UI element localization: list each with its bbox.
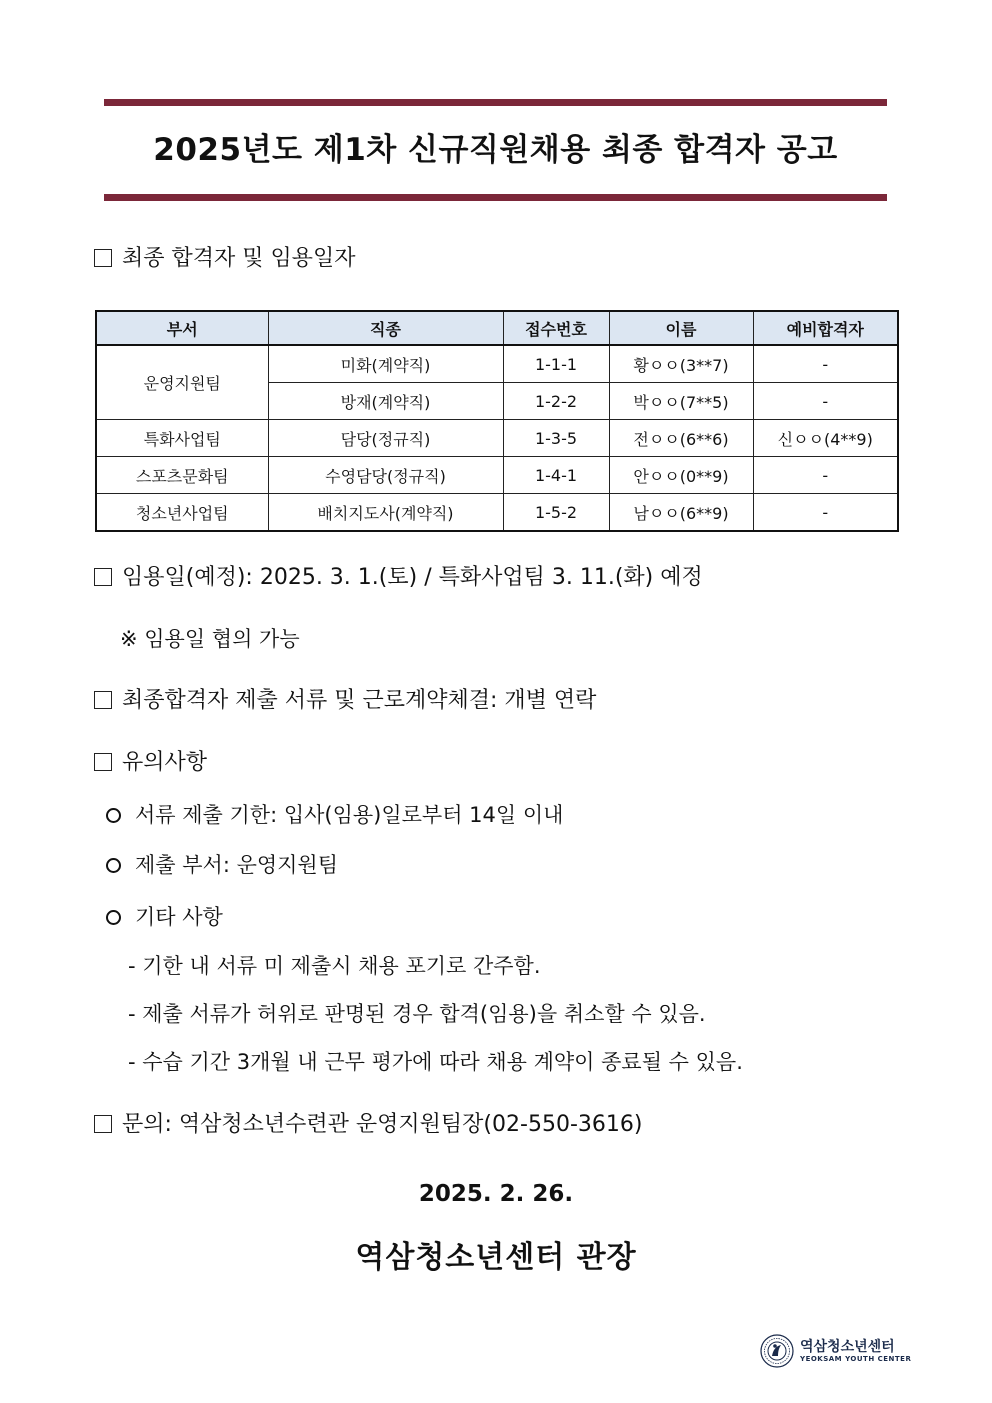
cell-receipt-no: 1-1-1 (503, 345, 609, 383)
header-receipt-no: 접수번호 (503, 311, 609, 345)
header-job: 직종 (268, 311, 503, 345)
notice-detail: - 제출 서류가 허위로 판명된 경우 합격(임용)을 취소할 수 있음. (128, 1002, 706, 1026)
notice-bullet: 서류 제출 기한: 입사(임용)일로부터 14일 이내 (106, 800, 563, 830)
notice-bullet: 기타 사항 (106, 902, 223, 932)
title-top-bar (104, 99, 887, 106)
notice-bullet: 제출 부서: 운영지원팀 (106, 850, 338, 880)
cell-reserve: 신ㅇㅇ(4**9) (753, 420, 898, 457)
section-heading-notices: 유의사항 (94, 748, 207, 778)
notice-detail: - 수습 기간 3개월 내 근무 평가에 따라 채용 계약이 종료될 수 있음. (128, 1050, 743, 1074)
section-heading-documents: 최종합격자 제출 서류 및 근로계약체결: 개별 연락 (94, 686, 596, 716)
cell-name: 황ㅇㅇ(3**7) (609, 345, 753, 383)
cell-reserve: - (753, 383, 898, 420)
checkbox-square-icon (94, 249, 112, 267)
checkbox-square-icon (94, 753, 112, 771)
cell-job: 담당(정규직) (268, 420, 503, 457)
cell-receipt-no: 1-3-5 (503, 420, 609, 457)
header-name: 이름 (609, 311, 753, 345)
cell-job: 수영담당(정규직) (268, 457, 503, 494)
signer-title: 역삼청소년센터 관장 (355, 1240, 637, 1275)
checkbox-square-icon (94, 568, 112, 586)
section-heading-contact: 문의: 역삼청소년수련관 운영지원팀장(02-550-3616) (94, 1110, 642, 1140)
table-row (96, 345, 898, 383)
table-row (96, 457, 898, 494)
cell-receipt-no: 1-2-2 (503, 383, 609, 420)
cell-job: 미화(계약직) (268, 345, 503, 383)
header-reserve: 예비합격자 (753, 311, 898, 345)
cell-job: 방재(계약직) (268, 383, 503, 420)
logo-name-en: YEOKSAM YOUTH CENTER (800, 1355, 912, 1363)
cell-reserve: - (753, 345, 898, 383)
cell-reserve: - (753, 494, 898, 532)
roster-table (95, 310, 899, 532)
cell-dept: 청소년사업팀 (96, 494, 268, 532)
checkbox-square-icon (94, 691, 112, 709)
table-row (96, 420, 898, 457)
table-header-row (96, 311, 898, 345)
cell-name: 남ㅇㅇ(6**9) (609, 494, 753, 532)
circle-bullet-icon (106, 858, 121, 873)
checkbox-square-icon (94, 1115, 112, 1133)
cell-job: 배치지도사(계약직) (268, 494, 503, 532)
notice-detail: - 기한 내 서류 미 제출시 채용 포기로 간주함. (128, 954, 541, 978)
center-emblem-icon (760, 1334, 794, 1368)
table-row (96, 494, 898, 532)
cell-reserve: - (753, 457, 898, 494)
cell-name: 안ㅇㅇ(0**9) (609, 457, 753, 494)
cell-receipt-no: 1-5-2 (503, 494, 609, 532)
cell-name: 전ㅇㅇ(6**6) (609, 420, 753, 457)
cell-dept: 운영지원팀 (96, 345, 268, 420)
circle-bullet-icon (106, 910, 121, 925)
section-heading-roster: 최종 합격자 및 임용일자 (94, 244, 356, 274)
announcement-date: 2025. 2. 26. (418, 1181, 574, 1207)
cell-dept: 특화사업팀 (96, 420, 268, 457)
appointment-note: ※ 임용일 협의 가능 (120, 627, 300, 651)
document-title: 2025년도 제1차 신규직원채용 최종 합격자 공고 (153, 132, 838, 168)
cell-receipt-no: 1-4-1 (503, 457, 609, 494)
circle-bullet-icon (106, 808, 121, 823)
cell-name: 박ㅇㅇ(7**5) (609, 383, 753, 420)
title-bottom-bar (104, 194, 887, 201)
center-logo (760, 1334, 912, 1370)
cell-dept: 스포츠문화팀 (96, 457, 268, 494)
section-heading-appointment: 임용일(예정): 2025. 3. 1.(토) / 특화사업팀 3. 11.(화) 예정 (94, 563, 703, 593)
header-dept: 부서 (96, 311, 268, 345)
logo-name-kr: 역삼청소년센터 (800, 1339, 895, 1355)
